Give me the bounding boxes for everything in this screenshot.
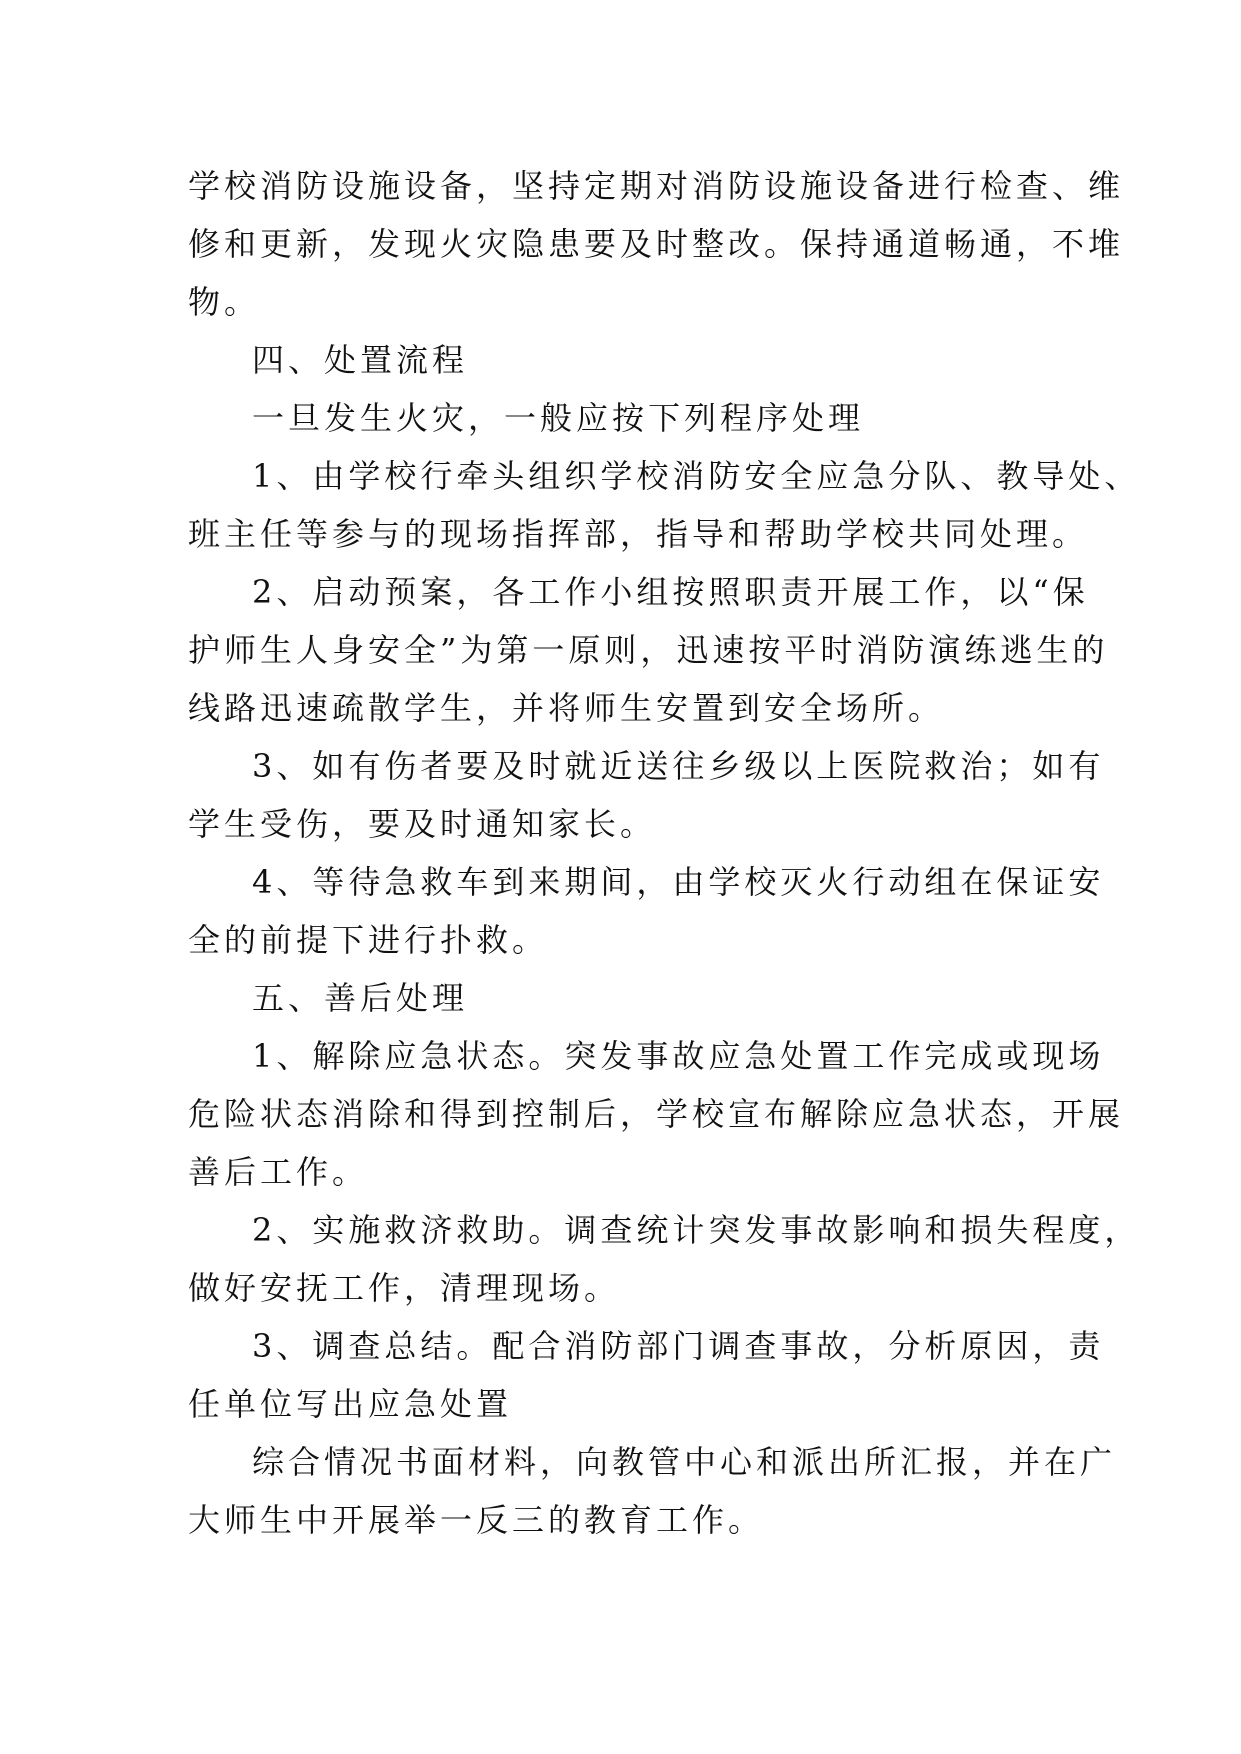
text-line: 2、启动预案，各工作小组按照职责开展工作，以“保: [252, 573, 1089, 611]
text-line: 做好安抚工作，清理现场。: [188, 1269, 621, 1307]
text-line: 1、由学校行牵头组织学校消防安全应急分队、教导处、: [252, 457, 1141, 495]
text-line: 全的前提下进行扑救。: [188, 921, 549, 959]
text-line: 学校消防设施设备，坚持定期对消防设施设备进行检查、维: [188, 167, 1125, 205]
text-line: 善后工作。: [188, 1153, 369, 1191]
section-heading: 五、善后处理: [252, 979, 469, 1017]
text-line: 班主任等参与的现场指挥部，指导和帮助学校共同处理。: [188, 515, 1089, 553]
text-line: 物。: [188, 283, 261, 321]
text-line: 任单位写出应急处置: [188, 1385, 513, 1423]
text-line: 3、调查总结。配合消防部门调查事故，分析原因，责: [252, 1327, 1105, 1365]
text-line: 一旦发生火灾，一般应按下列程序处理: [252, 399, 865, 437]
document-page: [188, 157, 1141, 1549]
text-line: 4、等待急救车到来期间，由学校灭火行动组在保证安: [252, 863, 1105, 901]
text-line: 学生受伤，要及时通知家长。: [188, 805, 657, 843]
text-line: 危险状态消除和得到控制后，学校宣布解除应急状态，开展: [188, 1095, 1125, 1133]
text-line: 大师生中开展举一反三的教育工作。: [188, 1501, 765, 1539]
text-line: 线路迅速疏散学生，并将师生安置到安全场所。: [188, 689, 945, 727]
text-line: 3、如有伤者要及时就近送往乡级以上医院救治；如有: [252, 747, 1105, 785]
text-line: 综合情况书面材料，向教管中心和派出所汇报，并在广: [252, 1443, 1117, 1481]
text-line: 1、解除应急状态。突发事故应急处置工作完成或现场: [252, 1037, 1105, 1075]
text-line: 护师生人身安全”为第一原则，迅速按平时消防演练逃生的: [188, 631, 1109, 669]
text-line: 2、实施救济救助。调查统计突发事故影响和损失程度，: [252, 1211, 1141, 1249]
text-line: 修和更新，发现火灾隐患要及时整改。保持通道畅通，不堆: [188, 225, 1125, 263]
section-heading: 四、处置流程: [252, 341, 469, 379]
